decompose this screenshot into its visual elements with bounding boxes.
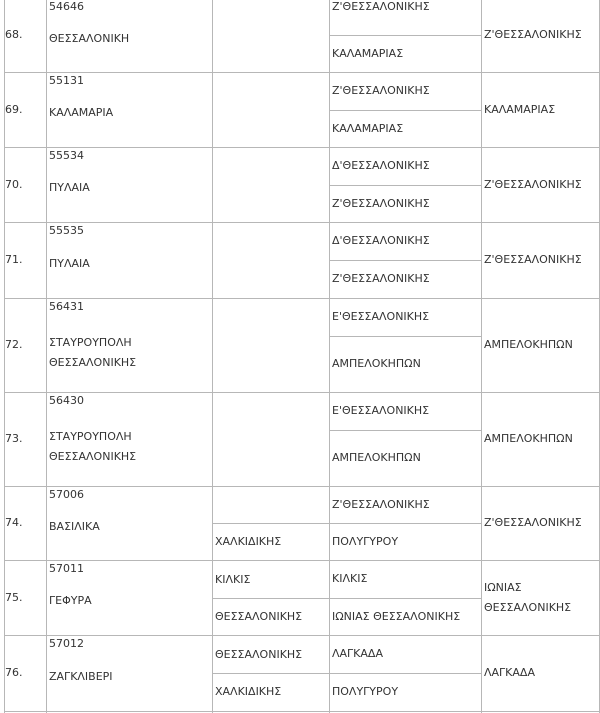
column-divider — [46, 0, 47, 713]
postal-code: 56430 — [49, 394, 84, 407]
tax-office-name: ΚΙΛΚΙΣ — [332, 572, 368, 585]
postal-code: 54646 — [49, 0, 84, 13]
cell-split-line — [212, 523, 329, 524]
municipality-name: ΘΕΣΣΑΛΟΝΙΚΗΣ — [49, 450, 137, 463]
competent-tax-office: ΘΕΣΣΑΛΟΝΙΚΗΣ — [484, 601, 572, 614]
cell-split-line — [329, 598, 481, 599]
table-row-border — [4, 635, 600, 636]
row-number: 73. — [5, 432, 23, 445]
prefecture-name: ΧΑΛΚΙΔΙΚΗΣ — [215, 685, 282, 698]
cell-split-line — [329, 336, 481, 337]
row-number: 72. — [5, 338, 23, 351]
table-row-border — [4, 298, 600, 299]
tax-office-name: ΑΜΠΕΛΟΚΗΠΩΝ — [332, 357, 421, 370]
row-number: 75. — [5, 591, 23, 604]
table-row-border — [4, 486, 600, 487]
tax-office-name: ΑΜΠΕΛΟΚΗΠΩΝ — [332, 451, 421, 464]
tax-office-name: ΛΑΓΚΑΔΑ — [332, 647, 383, 660]
competent-tax-office: Ζ'ΘΕΣΣΑΛΟΝΙΚΗΣ — [484, 253, 582, 266]
tax-office-name: ΚΑΛΑΜΑΡΙΑΣ — [332, 122, 404, 135]
column-divider — [212, 0, 213, 713]
municipality-name: ΒΑΣΙΛΙΚΑ — [49, 520, 100, 533]
cell-split-line — [212, 598, 329, 599]
prefecture-name: ΘΕΣΣΑΛΟΝΙΚΗΣ — [215, 648, 303, 661]
competent-tax-office: Ζ'ΘΕΣΣΑΛΟΝΙΚΗΣ — [484, 178, 582, 191]
tax-office-name: Δ'ΘΕΣΣΑΛΟΝΙΚΗΣ — [332, 234, 430, 247]
table-row-border — [4, 72, 600, 73]
cell-split-line — [329, 430, 481, 431]
tax-office-name: Δ'ΘΕΣΣΑΛΟΝΙΚΗΣ — [332, 159, 430, 172]
municipality-name: ΘΕΣΣΑΛΟΝΙΚΗ — [49, 32, 130, 45]
cell-split-line — [212, 673, 329, 674]
tax-office-name: Ζ'ΘΕΣΣΑΛΟΝΙΚΗΣ — [332, 197, 430, 210]
competent-tax-office: ΑΜΠΕΛΟΚΗΠΩΝ — [484, 338, 573, 351]
tax-office-name: Ε'ΘΕΣΣΑΛΟΝΙΚΗΣ — [332, 310, 430, 323]
table-row-border — [4, 560, 600, 561]
row-number: 68. — [5, 28, 23, 41]
cell-split-line — [329, 110, 481, 111]
row-number: 69. — [5, 103, 23, 116]
postal-code: 57011 — [49, 562, 84, 575]
competent-tax-office: Ζ'ΘΕΣΣΑΛΟΝΙΚΗΣ — [484, 28, 582, 41]
municipality-name: ΠΥΛΑΙΑ — [49, 181, 90, 194]
postal-code: 55534 — [49, 149, 84, 162]
prefecture-name: ΧΑΛΚΙΔΙΚΗΣ — [215, 535, 282, 548]
cell-split-line — [329, 185, 481, 186]
tax-office-name: Ζ'ΘΕΣΣΑΛΟΝΙΚΗΣ — [332, 498, 430, 511]
table-row-border — [4, 711, 600, 712]
postal-code: 55535 — [49, 224, 84, 237]
tax-office-name: Ε'ΘΕΣΣΑΛΟΝΙΚΗΣ — [332, 404, 430, 417]
column-divider — [329, 0, 330, 713]
tax-office-name: Ζ'ΘΕΣΣΑΛΟΝΙΚΗΣ — [332, 84, 430, 97]
municipality-name: ΣΤΑΥΡΟΥΠΟΛΗ — [49, 430, 132, 443]
tax-office-name: ΠΟΛΥΓΥΡΟΥ — [332, 685, 399, 698]
prefecture-name: ΚΙΛΚΙΣ — [215, 573, 251, 586]
postal-code: 56431 — [49, 300, 84, 313]
row-number: 70. — [5, 178, 23, 191]
table-row-border — [4, 222, 600, 223]
municipality-name: ΠΥΛΑΙΑ — [49, 257, 90, 270]
tax-office-name: ΚΑΛΑΜΑΡΙΑΣ — [332, 47, 404, 60]
tax-office-name: Ζ'ΘΕΣΣΑΛΟΝΙΚΗΣ — [332, 0, 430, 13]
municipality-name: ΚΑΛΑΜΑΡΙΑ — [49, 106, 114, 119]
municipality-name: ΘΕΣΣΑΛΟΝΙΚΗΣ — [49, 356, 137, 369]
table-row-border — [4, 147, 600, 148]
postal-code: 57012 — [49, 637, 84, 650]
tax-office-name: Ζ'ΘΕΣΣΑΛΟΝΙΚΗΣ — [332, 272, 430, 285]
cell-split-line — [329, 523, 481, 524]
table-row-border — [4, 392, 600, 393]
municipality-name: ΣΤΑΥΡΟΥΠΟΛΗ — [49, 336, 132, 349]
column-divider — [481, 0, 482, 713]
prefecture-name: ΘΕΣΣΑΛΟΝΙΚΗΣ — [215, 610, 303, 623]
cell-split-line — [329, 35, 481, 36]
row-number: 71. — [5, 253, 23, 266]
competent-tax-office: ΙΩΝΙΑΣ — [484, 581, 522, 594]
competent-tax-office: ΚΑΛΑΜΑΡΙΑΣ — [484, 103, 556, 116]
competent-tax-office: ΑΜΠΕΛΟΚΗΠΩΝ — [484, 432, 573, 445]
cell-split-line — [329, 673, 481, 674]
competent-tax-office: ΛΑΓΚΑΔΑ — [484, 666, 535, 679]
row-number: 74. — [5, 516, 23, 529]
municipality-name: ΓΕΦΥΡΑ — [49, 594, 92, 607]
tax-office-name: ΠΟΛΥΓΥΡΟΥ — [332, 535, 399, 548]
competent-tax-office: Ζ'ΘΕΣΣΑΛΟΝΙΚΗΣ — [484, 516, 582, 529]
row-number: 76. — [5, 666, 23, 679]
postal-code: 57006 — [49, 488, 84, 501]
postal-code: 55131 — [49, 74, 84, 87]
municipality-name: ΖΑΓΚΛΙΒΕΡΙ — [49, 670, 113, 683]
cell-split-line — [329, 260, 481, 261]
tax-office-name: ΙΩΝΙΑΣ ΘΕΣΣΑΛΟΝΙΚΗΣ — [332, 610, 461, 623]
